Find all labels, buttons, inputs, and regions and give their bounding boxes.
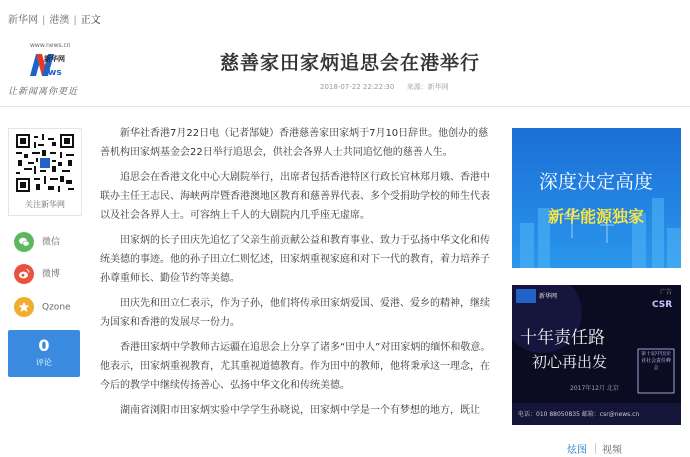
article-source: 来源：新华网 bbox=[406, 83, 449, 91]
ad1-headline: 深度决定高度 bbox=[538, 171, 654, 193]
tab-divider bbox=[595, 443, 596, 454]
wechat-icon bbox=[14, 232, 34, 252]
site-logo[interactable] bbox=[8, 42, 88, 98]
breadcrumb-home[interactable]: 新华网 bbox=[8, 15, 38, 26]
svg-text:ws: ws bbox=[48, 68, 62, 78]
article-paragraph: 追思会在香港文化中心大剧院举行，出席者包括香港特区行政长官林郑月娥、香港中联办主任王志民、海峡两岸暨香港澳地区教育和慈善界代表、多个受捐助学校的师生代表以及社会各界人士。可容纳上千人的大剧院内几乎座无虚席。 bbox=[100, 172, 490, 221]
tab-photos[interactable]: 炫图 bbox=[567, 445, 587, 456]
energy-banner-ad[interactable] bbox=[512, 128, 681, 268]
share-weibo[interactable] bbox=[14, 264, 60, 284]
ad2-date: 2017年12月 北京 bbox=[570, 385, 619, 392]
share-weibo-label: 微博 bbox=[42, 269, 61, 280]
article-timestamp: 2018-07-22 22:22:30 bbox=[320, 83, 395, 91]
logo-url-text: www.news.cn bbox=[30, 42, 71, 49]
share-wechat[interactable] bbox=[14, 232, 60, 252]
tab-video[interactable]: 视频 bbox=[602, 445, 622, 456]
logo-slogan: 让新闻离你更近 bbox=[8, 87, 79, 97]
comment-count: 0 bbox=[38, 336, 50, 355]
qzone-icon bbox=[14, 297, 34, 317]
article-paragraph: 田庆先和田立仁表示，作为子孙，他们将传承田家炳爱国、爱港、爱乡的精神，继续为国家和香港的发展尽一份力。 bbox=[100, 298, 490, 328]
energy-banner-graphic bbox=[512, 128, 681, 268]
share-qzone-label: Qzone bbox=[42, 302, 71, 313]
article-paragraph: 香港田家炳中学教师古运疆在追思会上分享了诸多“田中人”对田家炳的缅怀和敬意。他表示，田家炳重视教育，尤其重视道德教育。作为田中的教师，他将秉承这一理念，在今后的教学中继续传扬善心、弘扬中华文化和传统美德。 bbox=[100, 342, 491, 391]
csr-summit-ad[interactable] bbox=[512, 285, 681, 425]
share-wechat-label: 微信 bbox=[42, 237, 61, 248]
ad2-brand: 新华网 bbox=[539, 293, 558, 300]
ad2-headline: 十年责任路 bbox=[520, 328, 605, 348]
article-paragraph: 湖南省浏阳市田家炳实验中学学生孙晓说，田家炳中学是一个有梦想的地方，既让 bbox=[120, 405, 480, 416]
svg-text:CSR: CSR bbox=[652, 300, 673, 310]
share-qzone[interactable] bbox=[14, 297, 71, 317]
header-divider bbox=[0, 106, 690, 107]
qr-code-icon bbox=[16, 134, 74, 192]
ad2-tag: 广告 bbox=[659, 289, 672, 296]
breadcrumb bbox=[8, 11, 105, 26]
ad2-badge bbox=[639, 351, 673, 393]
xinhua-logo-icon bbox=[30, 50, 66, 78]
breadcrumb-separator: | bbox=[42, 15, 46, 26]
comment-label: 评论 bbox=[36, 358, 52, 367]
follow-label: 关注新华网 bbox=[25, 200, 65, 209]
logo-brand: 新华网 bbox=[44, 55, 65, 63]
ad2-badge-text: 第十届中国企业社会责任峰会 bbox=[640, 351, 671, 371]
ad1-subline: 新华能源独家 bbox=[547, 207, 645, 226]
csr-summit-graphic bbox=[512, 285, 681, 425]
media-tabs bbox=[512, 436, 681, 457]
qr-code-panel bbox=[8, 128, 82, 216]
article-paragraph: 田家炳的长子田庆先追忆了父亲生前贡献公益和教育事业、致力于弘扬中华文化和传统美德的事迹。他的孙子田立仁则忆述，田家炳重视家庭和对下一代的教育，着力培养子孙尊重师长、勤俭节约等美德。 bbox=[100, 235, 490, 284]
ad2-subline: 初心再出发 bbox=[532, 353, 608, 371]
article-title: 慈善家田家炳追思会在港举行 bbox=[220, 52, 481, 74]
article-meta bbox=[320, 82, 459, 92]
breadcrumb-section[interactable]: 港澳 bbox=[49, 15, 70, 26]
ad2-contact: 电话：010 88050835 邮箱：csr@news.cn bbox=[518, 411, 640, 418]
comment-button[interactable] bbox=[8, 330, 80, 377]
breadcrumb-separator: | bbox=[73, 15, 77, 26]
article-paragraph: 新华社香港7月22日电（记者郜婕）香港慈善家田家炳于7月10日辞世。他创办的慈善机构田家炳基金会22日举行追思会，供社会各界人士共同追忆他的慈善人生。 bbox=[100, 128, 489, 158]
weibo-icon bbox=[14, 264, 34, 284]
breadcrumb-current: 正文 bbox=[80, 15, 101, 26]
article-body bbox=[100, 124, 492, 426]
